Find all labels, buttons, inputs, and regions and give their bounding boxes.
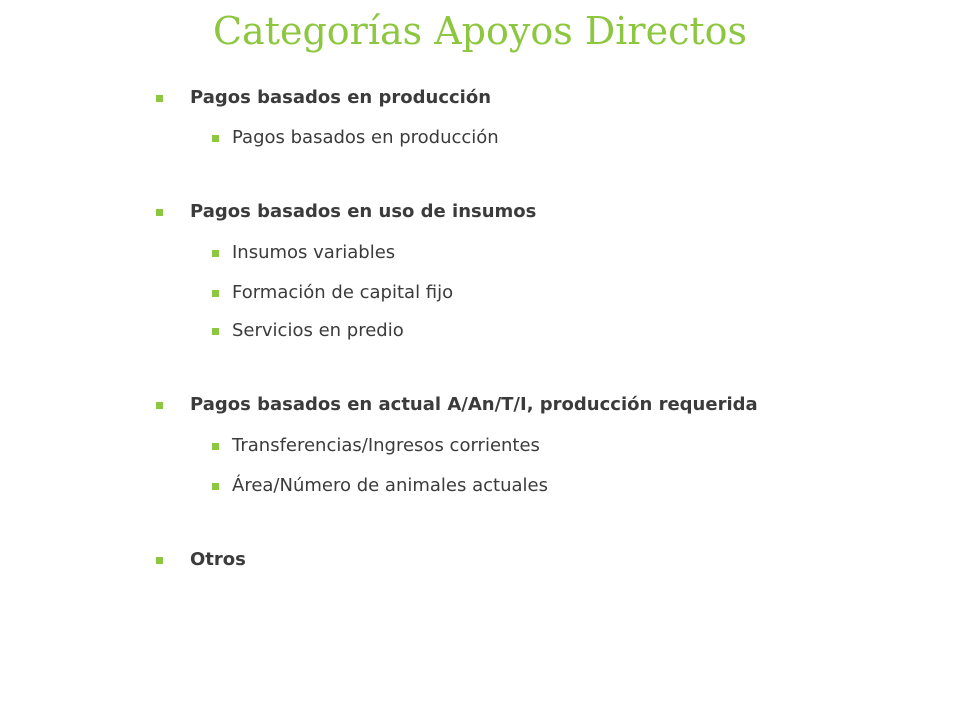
bullet-item: Pagos basados en producción: [232, 127, 499, 148]
bullet-level2-produccion: [212, 127, 776, 148]
bullet-square-icon: [212, 135, 219, 142]
bullet-item: Transferencias/Ingresos corrientes: [232, 435, 540, 456]
bullet-item: Servicios en predio: [232, 320, 404, 341]
bullet-heading: Pagos basados en actual A/An/T/I, producción requerida: [190, 394, 758, 415]
bullet-heading: Pagos basados en uso de insumos: [190, 201, 537, 222]
bullet-square-icon: [156, 402, 163, 409]
bullet-heading: Otros: [190, 549, 246, 570]
bullet-square-icon: [212, 290, 219, 297]
bullet-item: Área/Número de animales actuales: [232, 475, 548, 496]
bullet-item: Insumos variables: [232, 242, 396, 263]
bullet-square-icon: [156, 95, 163, 102]
bullet-square-icon: [212, 250, 219, 257]
bullet-list: [156, 86, 776, 570]
bullet-level2-servicios: [212, 320, 776, 341]
slide-title: Categorías Apoyos Directos: [212, 9, 748, 53]
bullet-square-icon: [212, 443, 219, 450]
bullet-square-icon: [156, 209, 163, 216]
bullet-square-icon: [212, 483, 219, 490]
bullet-level1-produccion: [156, 87, 776, 108]
bullet-item: Formación de capital fijo: [232, 282, 454, 303]
bullet-level1-insumos: [156, 201, 776, 222]
bullet-level2-capital-fijo: [212, 282, 776, 303]
bullet-square-icon: [156, 557, 163, 564]
bullet-square-icon: [212, 328, 219, 335]
bullet-level1-otros: [156, 549, 776, 570]
bullet-level2-transferencias: [212, 435, 776, 456]
bullet-level2-area: [212, 475, 776, 496]
bullet-level2-insumos-variables: [212, 242, 776, 263]
bullet-level1-actual: [156, 394, 776, 415]
bullet-heading: Pagos basados en producción: [190, 87, 492, 108]
